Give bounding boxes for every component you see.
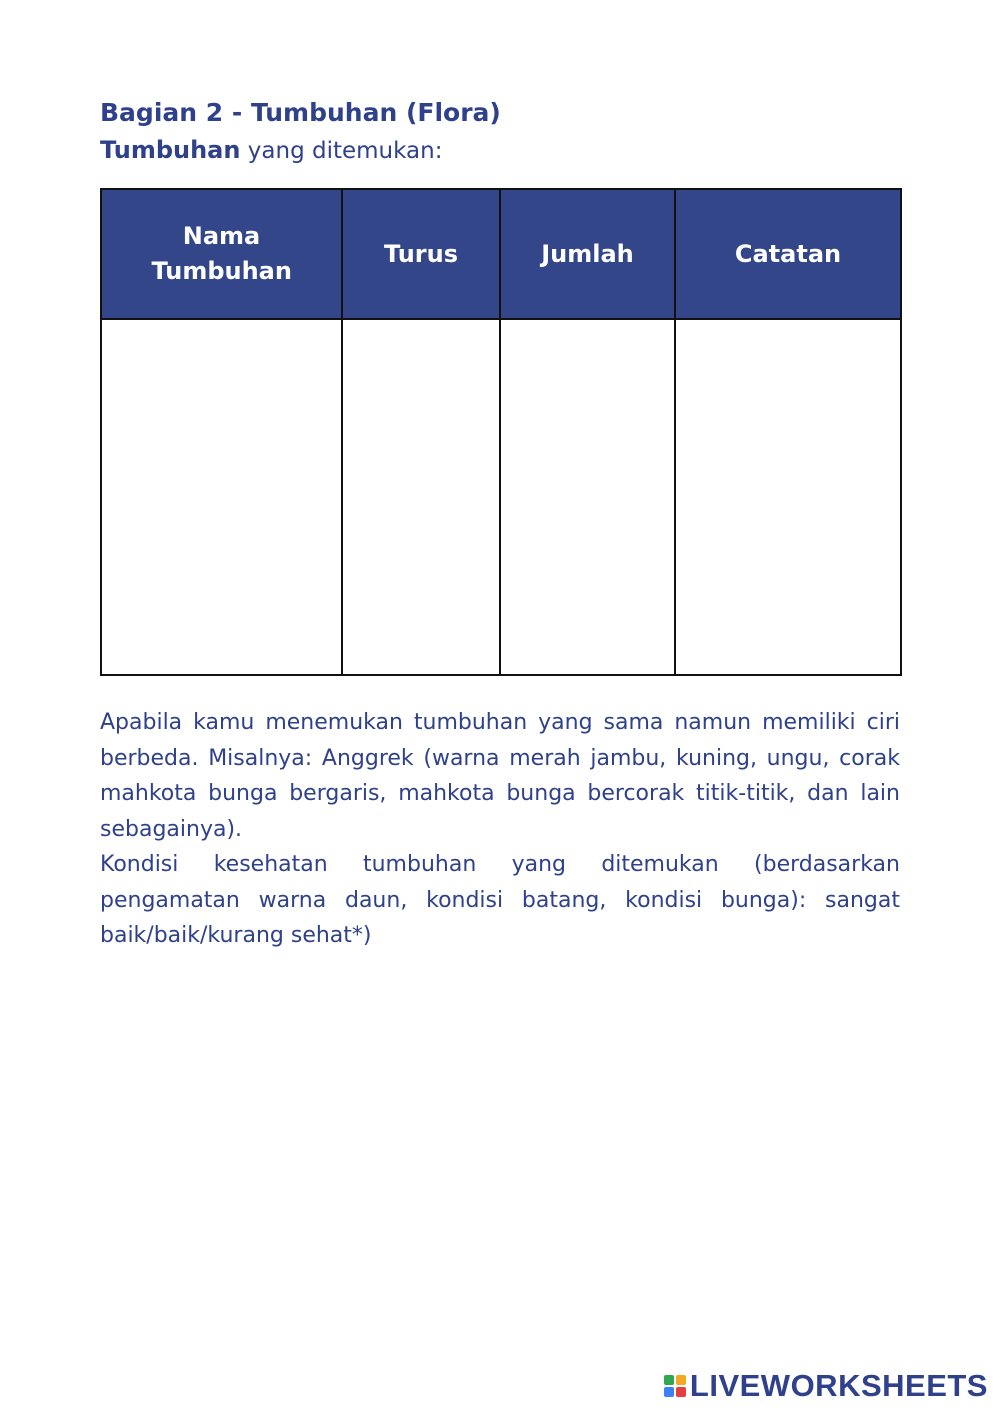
paragraph-variation: Apabila kamu menemukan tumbuhan yang sama namun memiliki ciri berbeda. Misalnya: Anggrek (warna merah jambu, kuning, ungu, corak mahkota bunga bergaris, mahkota bunga bercorak titik-titik, dan lain sebagainya).: [100, 710, 900, 842]
paragraph-health: Kondisi kesehatan tumbuhan yang ditemukan (berdasarkan pengamatan warna daun, kondisi batang, kondisi bunga): sangat baik/baik/kurang sehat*): [100, 852, 900, 948]
subtitle-rest: yang ditemukan:: [240, 138, 443, 164]
table-header-row: [101, 189, 901, 319]
cell-catatan[interactable]: [675, 319, 901, 675]
cell-jumlah[interactable]: [500, 319, 675, 675]
subtitle: [100, 136, 442, 164]
logo-text: LIVEWORKSHEETS: [689, 1368, 988, 1403]
table-row: [101, 319, 901, 675]
liveworksheets-logo: [664, 1368, 988, 1404]
logo-square: [676, 1375, 686, 1385]
instructions: [100, 705, 900, 954]
logo-square: [676, 1387, 686, 1397]
observation-table: [100, 188, 902, 676]
logo-mark-icon: [664, 1375, 686, 1397]
logo-square: [664, 1387, 674, 1397]
header-jumlah: Jumlah: [500, 189, 675, 319]
logo-square: [664, 1375, 674, 1385]
header-turus: Turus: [342, 189, 500, 319]
header-nama-tumbuhan: Nama Tumbuhan: [101, 189, 342, 319]
section-title: Bagian 2 - Tumbuhan (Flora): [100, 98, 501, 127]
cell-turus[interactable]: [342, 319, 500, 675]
subtitle-bold: Tumbuhan: [100, 136, 241, 164]
header-catatan: Catatan: [675, 189, 901, 319]
cell-nama-tumbuhan[interactable]: [101, 319, 342, 675]
